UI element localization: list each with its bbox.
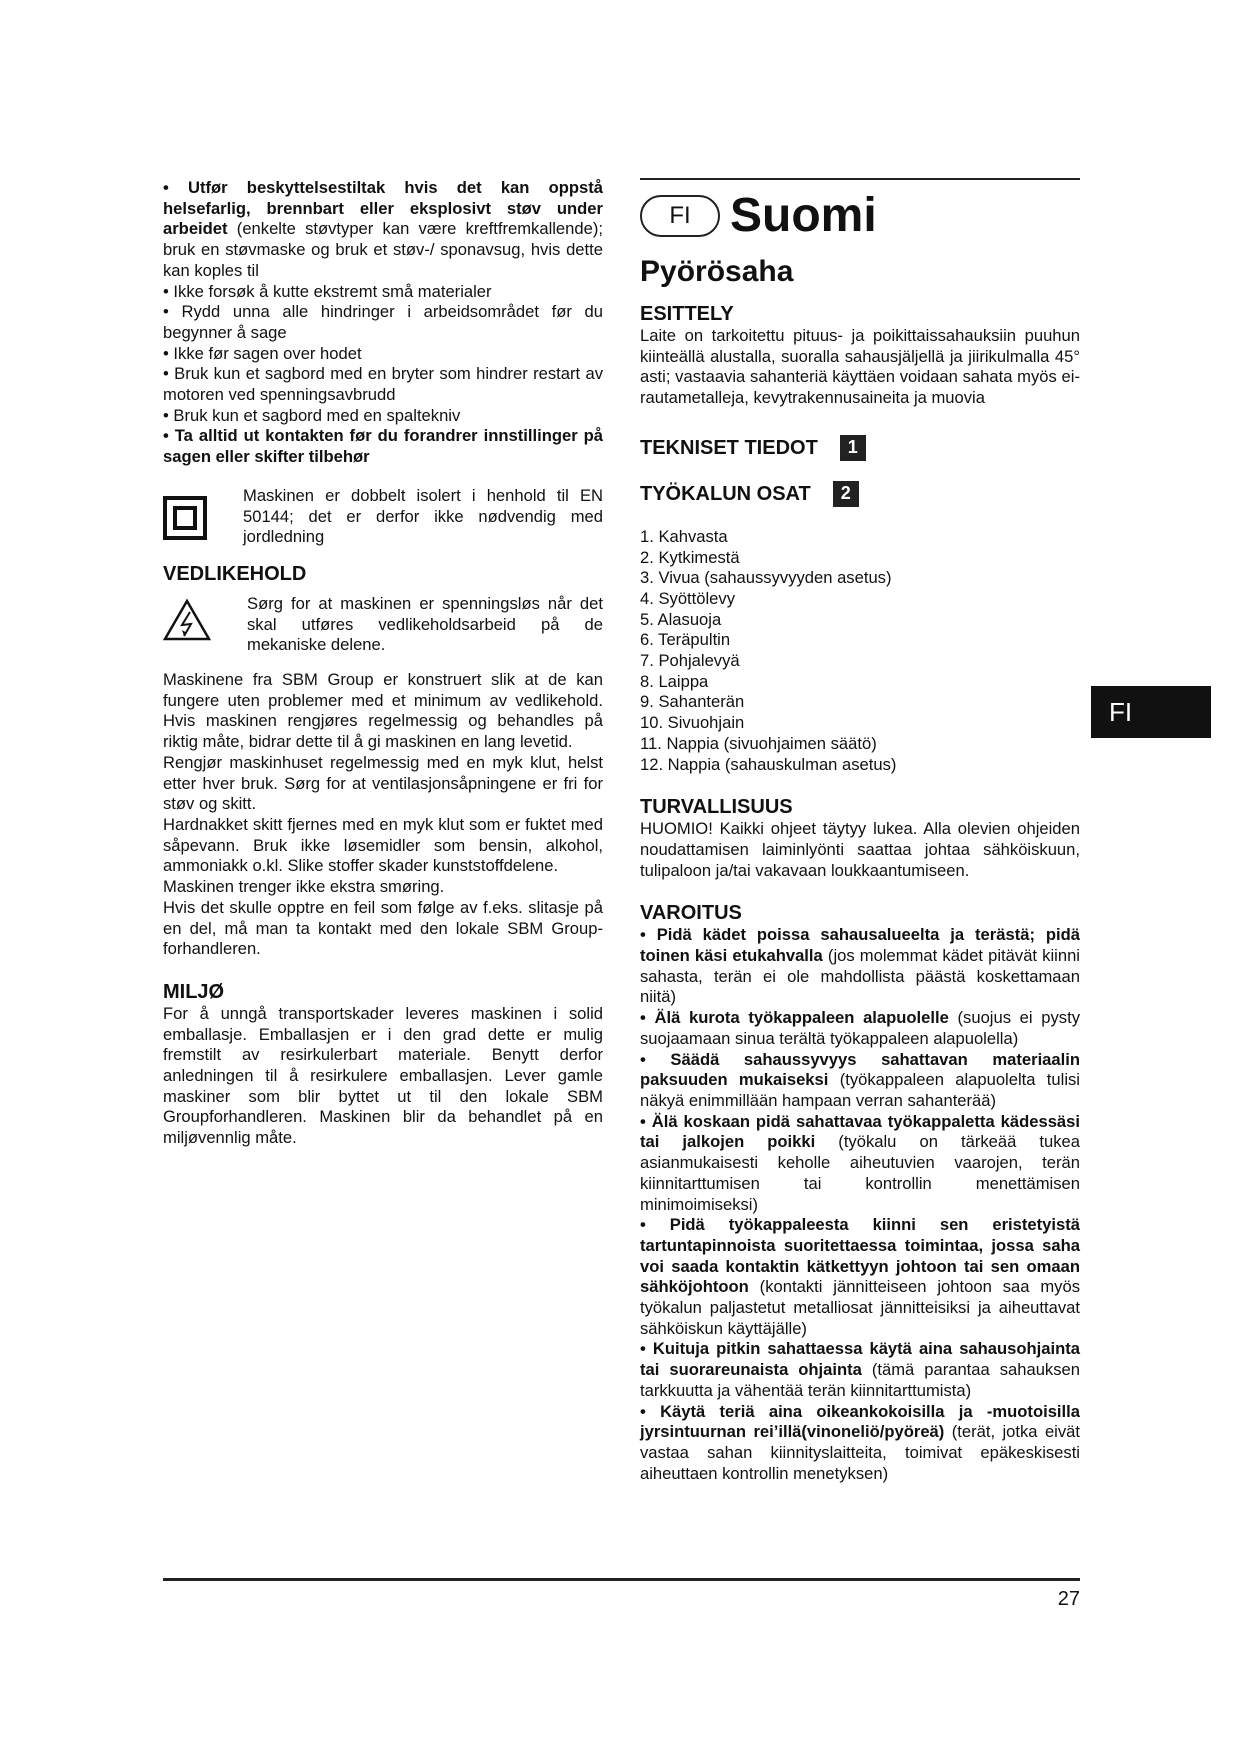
- list-item: • Älä koskaan pidä sahattavaa työkappaletta kädessäsi tai jalkojen poikki (työkalu on tärkeää tukea asianmukaisesti keholle aiheutuvien vaarojen, terän kiinnitarttumisen tai kontrollin menettämisen minimoimiseksi): [640, 1111, 1080, 1214]
- double-insulation-icon: [163, 496, 207, 540]
- list-item: • Säädä sahaussyvyys sahattavan materiaalin paksuuden mukaiseksi (työkappaleen alapuolelta tulisi näkyä enimmillään hampaan verran sahanterää): [640, 1049, 1080, 1110]
- list-item: 7. Pohjalevyä: [640, 651, 740, 671]
- paragraph: Rengjør maskinhuset regelmessig med en myk klut, helst etter hver bruk. Sørg for at ventilasjonsåpningene er fri for støv og skitt.: [163, 752, 603, 814]
- maintenance-heading: VEDLIKEHOLD: [163, 562, 307, 585]
- maintenance-body: [163, 670, 603, 960]
- right-column: [640, 178, 1080, 1484]
- safety-bullets-no: [163, 178, 603, 468]
- list-item: • Pidä kädet poissa sahausalueelta ja terästä; pidä toinen käsi etukahvalla (jos molemmat kädet pitävät kiinni sahasta, terän ei ole mahdollista päästä koskettamaan niitä): [640, 925, 1080, 1007]
- safety-heading: TURVALLISUUS: [640, 796, 793, 819]
- paragraph: Hvis det skulle opptre en feil som følge av f.eks. slitasje på en del, må man ta kontakt med den lokale SBM Group- forhandleren.: [163, 897, 603, 959]
- list-item: • Käytä teriä aina oikeankokoisilla ja -muotoisilla jyrsintuurnan rei’illä(vinoneliö/pyöreä) (terät, jotka eivät vastaa sahan kiinnityslaitteita, toimivat epäkeskisesti aiheuttaen kontrollin menetyksen): [640, 1401, 1081, 1483]
- list-item: 1. Kahvasta: [640, 526, 728, 546]
- list-item: 5. Alasuoja: [640, 609, 722, 629]
- electrical-warning-icon: [163, 598, 211, 642]
- tech-heading: TEKNISET TIEDOT: [640, 436, 818, 459]
- product-title: Pyörösaha: [640, 255, 794, 288]
- intro-text: Laite on tarkoitettu pituus- ja poikittaissahauksiin puuhun kiinteällä alustalla, suoralla sahausjäljellä ja jiirikulmalla 45° asti; vastaavia sahanteriä käyttäen voidaan sahata myös ei-rautametalleja, kevytrakennusaineita ja muovia: [640, 326, 1080, 408]
- maintenance-warning: [163, 594, 603, 656]
- list-item: 11. Nappia (sivuohjaimen säätö): [640, 733, 877, 753]
- list-item: • Ikke forsøk å kutte ekstremt små materialer: [163, 281, 492, 301]
- list-item: • Bruk kun et sagbord med en bryter som hindrer restart av motoren ved spenningsavbrudd: [163, 364, 603, 405]
- bottom-rule: [163, 1578, 1080, 1581]
- list-item: • Pidä työkappaleesta kiinni sen eristetyistä tartuntapinnoista suoritettaessa toimintaa, jossa saha voi saada kontaktin kätkettyyn johtoon tai sen omaan sähköjohtoon (kontakti jännitteiseen johtoon saa myös työkalun paljastetut metalliosat jännitteisiksi ja aiheuttavat sähköiskun käyttäjälle): [640, 1215, 1080, 1338]
- list-item: • Kuituja pitkin sahattaessa käytä aina sahausohjainta tai suorareunaista ohjainta (tämä parantaa sahauksen tarkkuutta ja vähentää terän kiinnitarttumista): [640, 1339, 1080, 1400]
- double-insulation-note: [163, 486, 603, 548]
- warning-list: [640, 925, 1080, 1484]
- paragraph: Maskinen trenger ikke ekstra smøring.: [163, 877, 445, 897]
- language-name: Suomi: [730, 189, 877, 242]
- list-item: 10. Sivuohjain: [640, 713, 745, 733]
- list-item: • Ta alltid ut kontakten før du forandrer innstillinger på sagen eller skifter tilbehør: [163, 426, 603, 467]
- list-item: 6. Teräpultin: [640, 630, 731, 650]
- environment-heading: MILJØ: [163, 980, 225, 1003]
- intro-heading: ESITTELY: [640, 303, 734, 325]
- paragraph: Maskinene fra SBM Group er konstruert slik at de kan fungere uten problemer med et minimum av vedlikehold. Hvis maskinen rengjøres regelmessig og behandles på riktig måte, bidrar dette til å gi maskinen en lang levetid.: [163, 670, 603, 752]
- language-header: [640, 190, 1080, 242]
- list-item: 4. Syöttölevy: [640, 588, 736, 608]
- parts-heading: TYÖKALUN OSAT: [640, 482, 811, 505]
- safety-text: HUOMIO! Kaikki ohjeet täytyy lukea. Alla olevien ohjeiden noudattamisen laiminlyönti saattaa johtaa sähköiskuun, tulipaloon ja/tai vakavaan loukkaantumiseen.: [640, 819, 1080, 880]
- insulation-text: Maskinen er dobbelt isolert i henhold til EN 50144; det er derfor ikke nødvendig med jordledning: [243, 485, 603, 547]
- maintenance-warning-text: Sørg for at maskinen er spenningsløs når det skal utføres vedlikeholdsarbeid på de mekaniske delene.: [247, 593, 603, 655]
- paragraph: Hardnakket skitt fjernes med en myk klut som er fuktet med såpevann. Bruk ikke løsemidler som bensin, alkohol, ammoniakk o.kl. Slike stoffer skader kunststoffdelene.: [163, 814, 603, 876]
- list-item: • Ikke før sagen over hodet: [163, 343, 362, 363]
- language-badge: FI: [640, 195, 720, 237]
- figure-number-badge: 1: [840, 435, 866, 461]
- tech-section: [640, 435, 1080, 461]
- list-item: • Älä kurota työkappaleen alapuolelle (suojus ei pysty suojaamaan sinua terältä työkappaleen alapuolella): [640, 1008, 1080, 1048]
- list-item: • Bruk kun et sagbord med en spaltekniv: [163, 405, 461, 425]
- warning-heading: VAROITUS: [640, 902, 742, 925]
- list-item: 3. Vivua (sahaussyvyyden asetus): [640, 568, 892, 588]
- left-column: [163, 178, 603, 1149]
- list-item: 12. Nappia (sahauskulman asetus): [640, 754, 897, 774]
- figure-number-badge: 2: [833, 481, 859, 507]
- language-side-tab: FI: [1091, 686, 1211, 738]
- page-number: 27: [1057, 1588, 1080, 1610]
- list-item: 8. Laippa: [640, 671, 709, 691]
- list-item: 2. Kytkimestä: [640, 547, 740, 567]
- parts-section: [640, 481, 1080, 507]
- parts-list: [640, 527, 1080, 775]
- list-item: • Rydd unna alle hindringer i arbeidsområdet før du begynner å sage: [163, 302, 603, 342]
- list-item: • Utfør beskyttelsestiltak hvis det kan oppstå helsefarlig, brennbart eller eksplosivt støv under arbeidet (enkelte støvtyper kan være kreftfremkallende); bruk en støvmaske og bruk et støv-/ sponavsug, hvis dette kan koples til: [163, 178, 603, 280]
- list-item: 9. Sahanterän: [640, 692, 745, 712]
- environment-text: For å unngå transportskader leveres maskinen i solid emballasje. Emballasjen er i den grad dette er mulig fremstilt av resirkulerbart materiale. Benytt derfor anledningen til å resirkulere emballasjen. Lever gamle maskiner som blir byttet ut til den lokale SBM Groupforhandleren. Maskinen blir da behandlet på en miljøvennlig måte.: [163, 1003, 603, 1148]
